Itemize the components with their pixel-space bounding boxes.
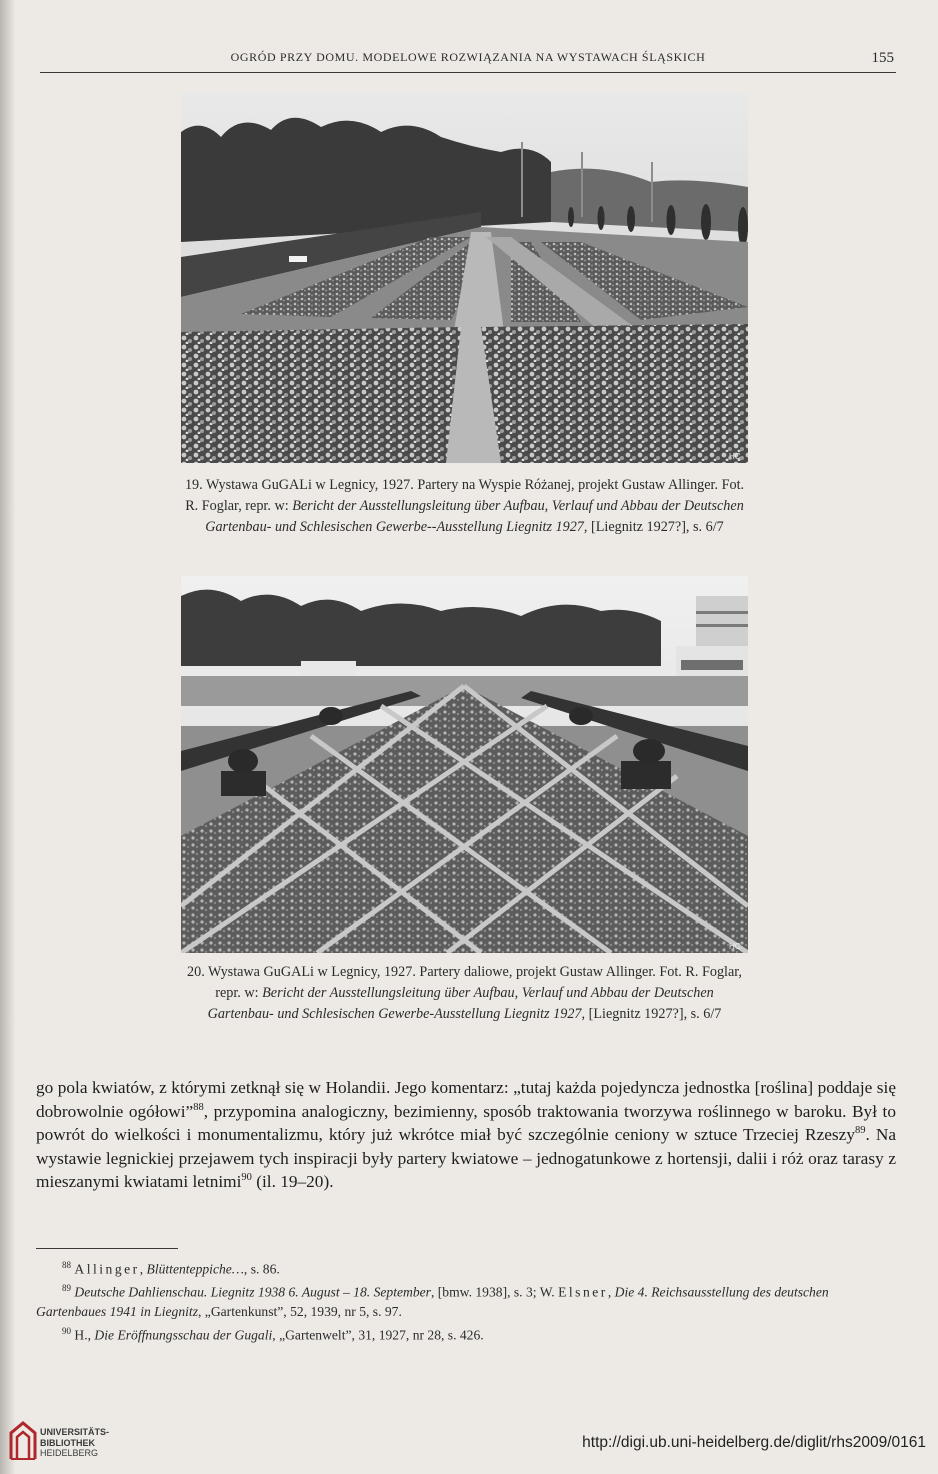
figure-20-photo — [181, 576, 748, 953]
figure-19-caption-tail: , [Liegnitz 1927?], s. 6/7 — [583, 519, 724, 535]
body-text-4: (il. 19–20). — [251, 1172, 334, 1191]
figure-19-watermark: HC — [729, 452, 741, 461]
footnote-title: Die Eröffnungsschau der Gugali — [94, 1327, 273, 1343]
figure-20-caption-text: 20. Wystawa GuGALi w Legnicy, 1927. Partery daliowe, projekt Gustaw Allinger. Fot. R. Foglar, repr. w: — [187, 964, 742, 1001]
footnote-author: Allinger — [74, 1261, 140, 1277]
footnote-ref-89[interactable]: 89 — [854, 1125, 866, 1137]
body-text-3: . Na wystawie legnickiej przejawem tych inspiracji były partery kwiatowe – jednogatunkowe z hortensji, dalii i róż oraz tarasy z mieszanymi kwiatami letnimi — [36, 1125, 897, 1191]
source-url-link[interactable]: http://digi.ub.uni-heidelberg.de/diglit/rhs2009/0161 — [582, 1434, 926, 1451]
dahlia-parterre-photo-graphic — [181, 576, 748, 953]
footnote-ref-90[interactable]: 90 — [241, 1172, 252, 1184]
footnote-number: 88 — [62, 1260, 71, 1270]
university-library-logo-icon — [9, 1421, 37, 1461]
footnote-title: Deutsche Dahlienschau. Liegnitz 1938 6. August – 18. September — [74, 1284, 431, 1300]
footnote-number: 89 — [62, 1283, 71, 1294]
footnote-separator: , — [607, 1284, 615, 1300]
footnote-author: H. — [74, 1327, 88, 1343]
page-number: 155 — [871, 50, 894, 66]
body-text-1: go pola kwiatów, z którymi zetknął się w Holandii. Jego komentarz: „tutaj każda pojedyncza jednostka [roślina] poddaje się dobrowolnie ogółowi” — [36, 1078, 896, 1121]
figure-19-caption-source: Bericht der Ausstellungsleitung über Aufbau, Verlauf und Abbau der Deutschen Gartenbau- und Schlesischen Gewerbe--Ausstellung Liegnitz 1927 — [205, 498, 744, 535]
footnotes — [36, 1256, 896, 1345]
running-header: OGRÓD PRZY DOMU. MODELOWE ROZWIĄZANIA NA WYSTAWACH ŚLĄSKICH — [230, 50, 706, 64]
footnote-90 — [36, 1322, 896, 1345]
footnote-rest: , „Gartenwelt”, 31, 1927, nr 28, s. 426. — [272, 1327, 484, 1343]
rose-garden-photo-graphic — [181, 92, 748, 463]
page-gutter-shadow — [0, 0, 16, 1474]
library-name — [40, 1427, 109, 1459]
footnote-author: Elsner — [558, 1284, 608, 1300]
footnote-rest-2: , „Gartenkunst”, 52, 1939, nr 5, s. 97. — [198, 1304, 402, 1320]
footnote-number: 90 — [62, 1325, 71, 1336]
footnote-rule — [36, 1248, 178, 1249]
footnote-separator: , — [139, 1261, 147, 1277]
body-text-2: , przypomina analogiczny, bezimienny, sposób traktowania tworzywa roślinnego w baroku. Był to powrót do wielkości i monumentalizmu, który już wkrótce miał być szczególnie ceniony w sztuce Trzeciej Rzeszy — [36, 1101, 896, 1144]
footnote-ref-88[interactable]: 88 — [193, 1101, 204, 1113]
figure-20-watermark: HC — [729, 942, 741, 951]
figure-20-caption-source: Bericht der Ausstellungsleitung über Aufbau, Verlauf und Abbau der Deutschen Gartenbau- und Schlesischen Gewerbe-Ausstellung Liegnitz 1927 — [207, 985, 714, 1022]
library-line-3: HEIDELBERG — [40, 1448, 99, 1458]
figure-19-caption-text: 19. Wystawa GuGALi w Legnicy, 1927. Partery na Wyspie Różanej, projekt Gustaw Allinger. Fot. R. Foglar, repr. w: — [184, 477, 745, 514]
footnote-separator: , — [87, 1327, 95, 1343]
footnote-rest: , s. 86. — [243, 1261, 280, 1277]
body-paragraph — [36, 1076, 896, 1194]
figure-20-caption-tail: , [Liegnitz 1927?], s. 6/7 — [581, 1006, 722, 1022]
footnote-title: Blüttenteppiche… — [146, 1261, 244, 1277]
library-line-2: BIBLIOTHEK — [40, 1437, 95, 1448]
footnote-rest: , [bmw. 1938], s. 3; W. — [430, 1284, 559, 1300]
footnote-title-2: Die 4. Reichsausstellung des deutschen Gartenbaues 1941 in Liegnitz — [36, 1284, 829, 1320]
figure-20-caption — [181, 962, 748, 1025]
footnote-89 — [36, 1279, 896, 1322]
library-line-1: UNIVERSITÄTS- — [40, 1427, 110, 1437]
footnote-88 — [36, 1256, 896, 1279]
figure-19-caption — [181, 475, 748, 538]
figure-19-photo — [181, 92, 748, 463]
header-rule — [40, 72, 896, 73]
